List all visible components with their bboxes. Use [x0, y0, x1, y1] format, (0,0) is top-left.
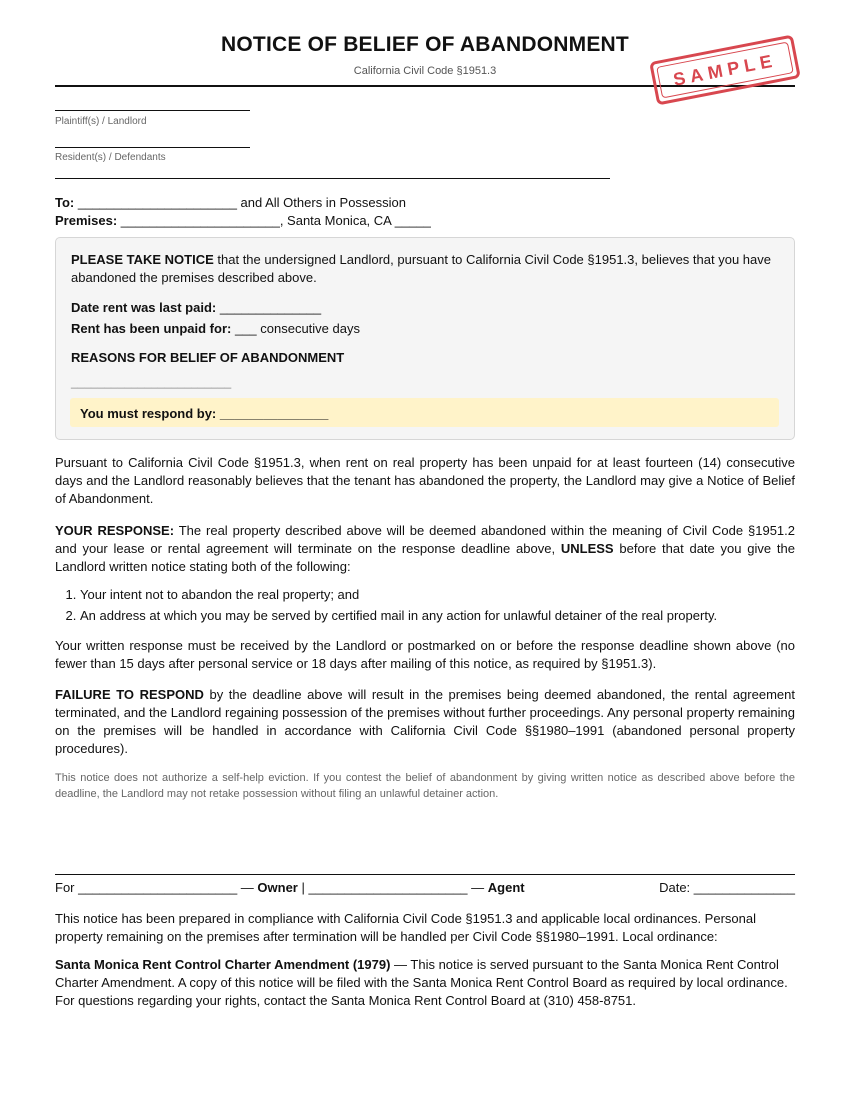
ordinance-text: — This notice is served pursuant to the Santa Monica Rent Control Charter Amendment. A copy of this notice will be filed with the Santa Monica Rent Control Board as required by local ordinance. For questions regarding your rights, contact the Santa Monica Rent Control Board at (310) 458-8751.: [55, 957, 788, 1008]
intro-paragraph: Pursuant to California Civil Code §1951.3, when rent on real property has been unpaid for at least fourteen (14) consecutive days and the Landlord reasonably believes that the tenant has abandoned the property, the Landlord may give a Notice of Belief of Abandonment.: [55, 455, 795, 506]
response-requirements-list: [55, 584, 717, 626]
ordinance-paragraph: [55, 956, 795, 1010]
respond-by-label: You must respond by: _______________: [80, 406, 329, 421]
to-line: [55, 195, 406, 210]
document-subtitle: California Civil Code §1951.3: [353, 65, 497, 77]
premises-label: Premises:: [55, 213, 118, 228]
signature-middle: | ______________________ —: [297, 880, 488, 895]
reasons-heading: REASONS FOR BELIEF OF ABANDONMENT: [71, 350, 345, 365]
plaintiff-label: Plaintiff(s) / Landlord: [55, 116, 147, 127]
written-response-paragraph: Your written response must be received by the Landlord or postmarked on or before the response deadline shown above (no fewer than 15 days after personal service or 18 days after mailing of this notice, as required by §1951.3).: [55, 638, 795, 671]
signature-for: For ______________________ —: [55, 880, 258, 895]
list-item: 2. An address at which you may be served by certified mail in any action for unlawful detainer of the real property.: [80, 605, 717, 626]
disclaimer-paragraph: This notice does not authorize a self-help eviction. If you contest the belief of abandonment by giving written notice as described above before the deadline, the Landlord may not retake possession without filing an unlawful detainer action.: [55, 772, 795, 800]
date-rent-blank: ______________: [216, 300, 322, 315]
signature-owner: Owner: [257, 880, 298, 895]
caption-divider: [55, 178, 610, 179]
failure-paragraph: [55, 686, 795, 758]
rent-unpaid-for: [71, 321, 360, 336]
reasons-blank: ________________________: [71, 375, 232, 389]
sample-stamp-text: SAMPLE: [671, 50, 779, 90]
list-item: 1. Your intent not to abandon the real property; and: [80, 584, 717, 605]
plaintiff-line: [55, 110, 250, 111]
your-response-heading: YOUR RESPONSE:: [55, 523, 175, 538]
signature-row: [55, 880, 795, 895]
resident-line: [55, 147, 250, 148]
rent-unpaid-label: Rent has been unpaid for:: [71, 321, 232, 336]
resident-label: Resident(s) / Defendants: [55, 152, 166, 163]
take-notice-text: that the undersigned Landlord, pursuant to California Civil Code §1951.3, believes that you have abandoned the premises described above.: [71, 252, 771, 285]
rent-unpaid-text: ___ consecutive days: [231, 321, 360, 336]
premises-value: ______________________, Santa Monica, CA _____: [117, 213, 431, 228]
failure-heading: FAILURE TO RESPOND: [55, 687, 204, 702]
failure-text: by the deadline above will result in the premises being deemed abandoned, the rental agreement terminated, and the Landlord regaining possession of the premises without further proceedings. Any personal property remaining on the premises will be handled in accordance with California Civil Code §§1980–1991 (abandoned personal property procedures).: [55, 687, 795, 756]
notice-box: [55, 237, 795, 440]
your-response-text-1: The real property described above will be deemed abandoned within the meaning of Civil Code §1951.2 and your lease or rental agreement will terminate on the response deadline above,: [55, 523, 796, 556]
signature-date: Date: ______________: [659, 880, 795, 895]
ordinance-heading: Santa Monica Rent Control Charter Amendment (1979): [55, 957, 391, 972]
your-response-paragraph: [55, 522, 795, 576]
unless-emphasis: UNLESS: [560, 541, 614, 556]
take-notice-bold: PLEASE TAKE NOTICE: [71, 252, 214, 267]
signature-divider: [55, 874, 795, 875]
to-label: To:: [55, 195, 75, 210]
your-response-text-2: before that date you give the Landlord written notice stating both of the following:: [55, 541, 795, 574]
date-rent-last-paid: [71, 300, 321, 315]
date-rent-label: Date rent was last paid:: [71, 300, 217, 315]
to-value: ______________________ and All Others in Possession: [74, 195, 407, 210]
document-title: NOTICE OF BELIEF OF ABANDONMENT: [221, 33, 629, 56]
take-notice-paragraph: [71, 251, 771, 287]
compliance-paragraph: This notice has been prepared in compliance with California Civil Code §1951.3 and applicable local ordinances. Personal property remaining on the premises after termination will be handled per Civil Code §§1980–1991. Local ordinance:: [55, 911, 756, 944]
respond-by-banner: [70, 398, 779, 427]
premises-line: [55, 213, 431, 228]
signature-agent: Agent: [487, 880, 525, 895]
